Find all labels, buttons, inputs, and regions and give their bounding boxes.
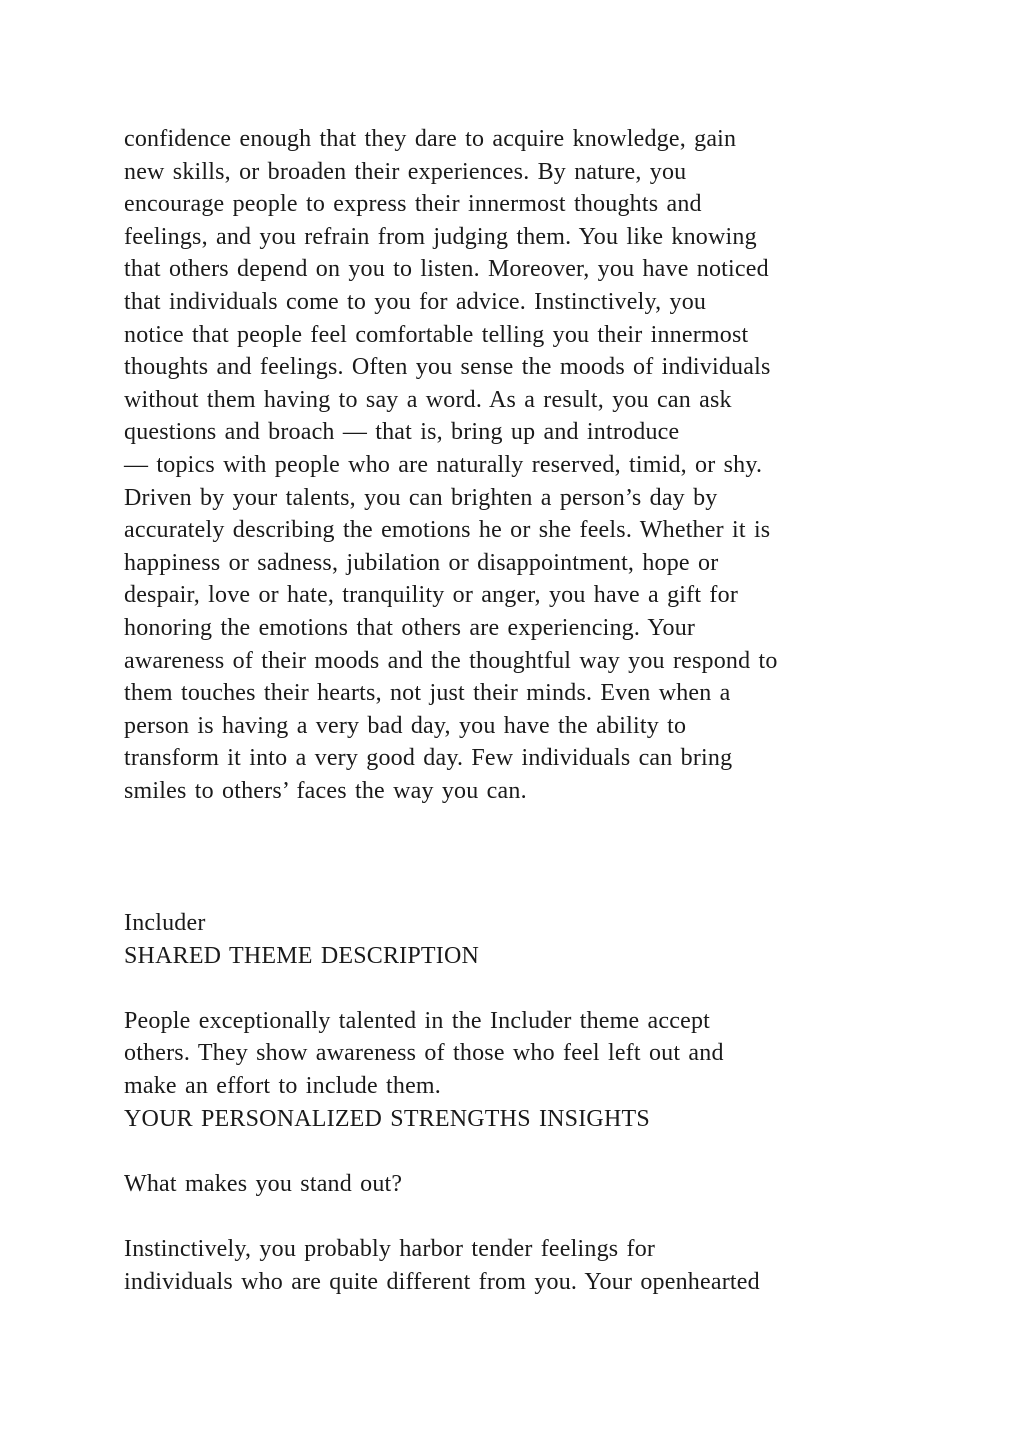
section-question: What makes you stand out?	[124, 1170, 403, 1197]
text-line: without them having to say a word. As a result, you can ask	[124, 386, 732, 413]
theme-name: Includer	[124, 910, 206, 936]
text-line: person is having a very bad day, you have the ability to	[124, 712, 687, 739]
insights-heading: YOUR PERSONALIZED STRENGTHS INSIGHTS	[124, 1105, 650, 1132]
text-line: make an effort to include them.	[124, 1072, 441, 1099]
includer-section	[124, 907, 924, 1298]
text-line: happiness or sadness, jubilation or disappointment, hope or	[124, 549, 719, 576]
text-line: — topics with people who are naturally reserved, timid, or shy.	[124, 451, 763, 478]
shared-theme-heading: SHARED THEME DESCRIPTION	[124, 942, 480, 969]
text-line: that others depend on you to listen. Moreover, you have noticed	[124, 256, 769, 283]
body-paragraph	[124, 123, 924, 807]
spacer	[124, 972, 924, 1005]
spacer	[124, 1200, 924, 1233]
text-line: confidence enough that they dare to acquire knowledge, gain	[124, 126, 737, 152]
text-line: questions and broach — that is, bring up and introduce	[124, 419, 680, 446]
text-line: awareness of their moods and the thoughtful way you respond to	[124, 647, 778, 674]
text-line: others. They show awareness of those who feel left out and	[124, 1040, 724, 1067]
text-line: despair, love or hate, tranquility or anger, you have a gift for	[124, 582, 739, 609]
text-line: them touches their hearts, not just their minds. Even when a	[124, 680, 731, 707]
text-line: People exceptionally talented in the Includer theme accept	[124, 1007, 711, 1034]
text-line: accurately describing the emotions he or she feels. Whether it is	[124, 517, 771, 544]
text-line: individuals who are quite different from you. Your openhearted	[124, 1268, 760, 1295]
text-line: encourage people to express their innermost thoughts and	[124, 191, 702, 218]
text-line: feelings, and you refrain from judging them. You like knowing	[124, 223, 757, 250]
text-line: new skills, or broaden their experiences. By nature, you	[124, 158, 687, 185]
text-line: thoughts and feelings. Often you sense the moods of individuals	[124, 354, 771, 381]
text-line: Driven by your talents, you can brighten a person’s day by	[124, 484, 718, 511]
spacer	[124, 1135, 924, 1168]
text-line: notice that people feel comfortable telling you their innermost	[124, 321, 749, 348]
text-line: smiles to others’ faces the way you can.	[124, 777, 527, 804]
text-line: Instinctively, you probably harbor tender feelings for	[124, 1235, 656, 1262]
text-line: that individuals come to you for advice. Instinctively, you	[124, 288, 707, 315]
text-line: transform it into a very good day. Few individuals can bring	[124, 745, 733, 772]
text-line: honoring the emotions that others are experiencing. Your	[124, 614, 696, 641]
